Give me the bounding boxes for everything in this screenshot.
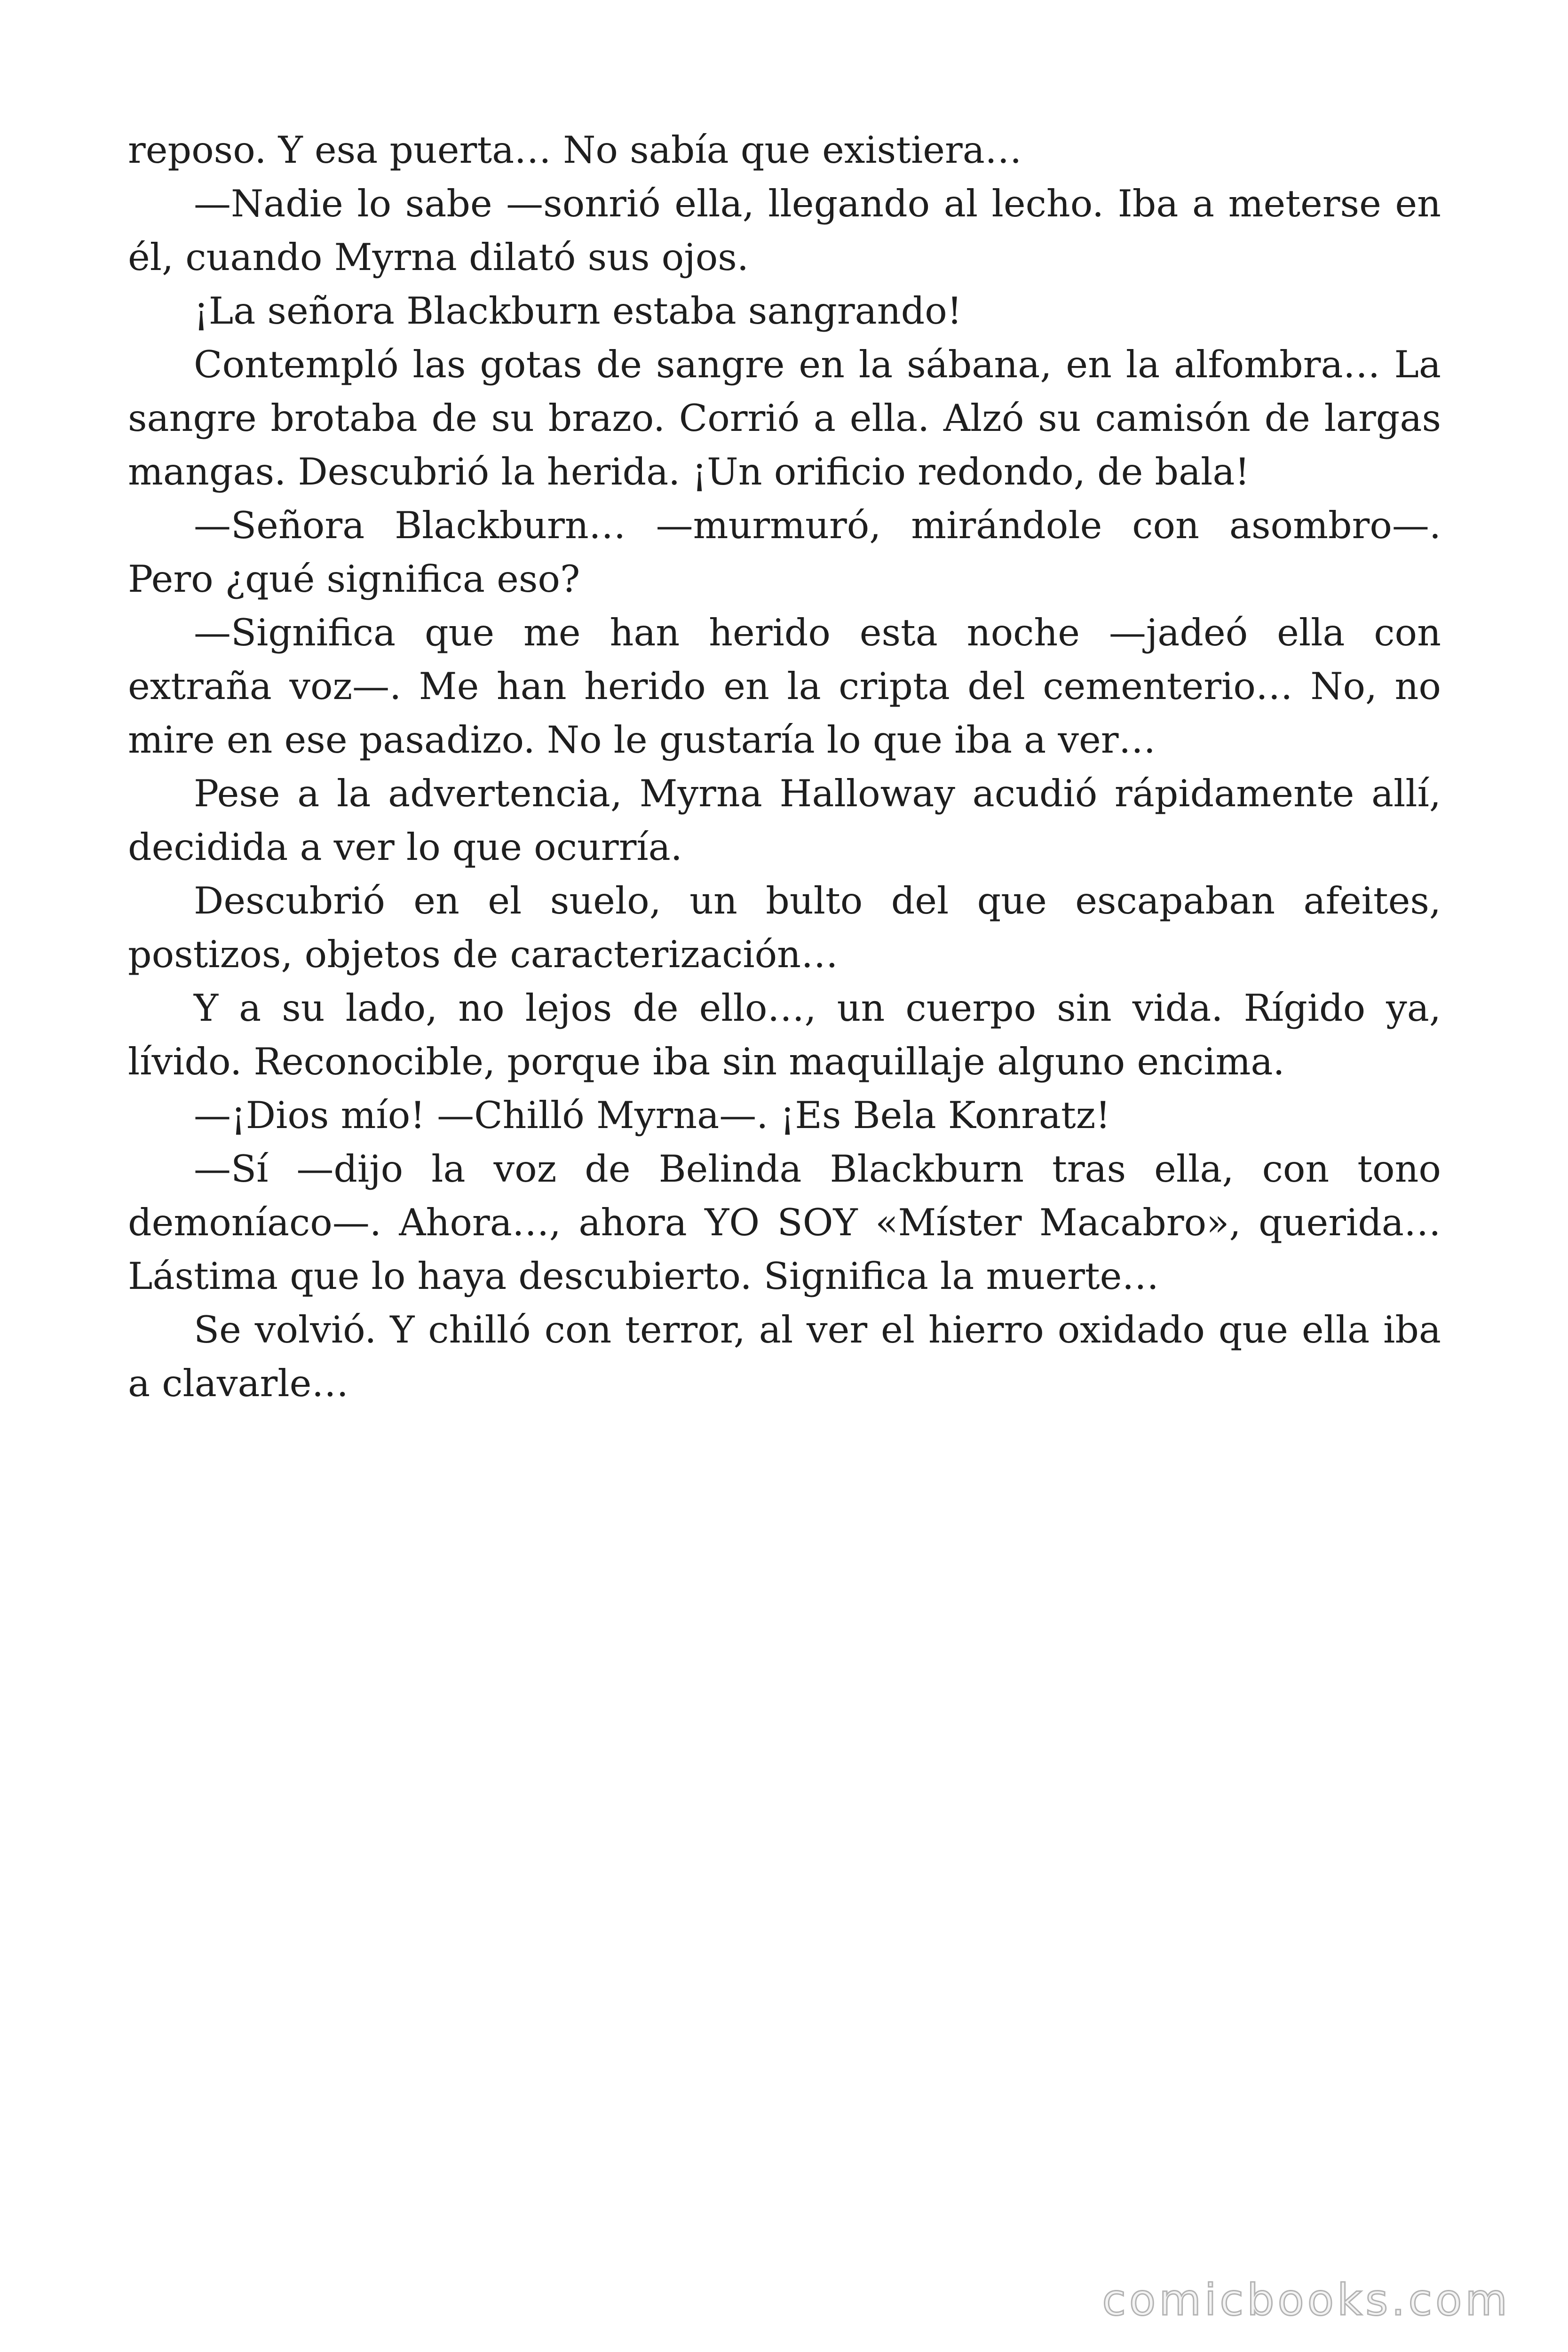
body-text [128,123,1441,1410]
paragraph-1: reposo. Y esa puerta… No sabía que existiera… [128,128,1022,172]
paragraph-11: —Sí —dijo la voz de Belinda Blackburn tras ella, con tono demoníaco—. Ahora…, ahora YO SOY «Míster Macabro», querida… Lástima que lo haya descubierto. Significa la muerte… [128,1147,1441,1298]
paragraph-5: —Señora Blackburn… —murmuró, mirándole con asombro—. Pero ¿qué significa eso? [128,504,1441,601]
paragraph-8: Descubrió en el suelo, un bulto del que escapaban afeites, postizos, objetos de caracterización… [128,879,1441,976]
paragraph-2: —Nadie lo sabe —sonrió ella, llegando al lecho. Iba a meterse en él, cuando Myrna dilató sus ojos. [128,182,1441,279]
watermark-logo: comicbooks.com [1102,2275,1511,2325]
paragraph-6: —Significa que me han herido esta noche —jadeó ella con extraña voz—. Me han herido en la cripta del cementerio… No, no mire en ese pasadizo. No le gustaría lo que iba a ver… [128,611,1441,762]
paragraph-3: ¡La señora Blackburn estaba sangrando! [194,289,962,333]
paragraph-10: —¡Dios mío! —Chilló Myrna—. ¡Es Bela Konratz! [194,1094,1111,1137]
paragraph-9: Y a su lado, no lejos de ello…, un cuerpo sin vida. Rígido ya, lívido. Reconocible, porque iba sin maquillaje alguno encima. [128,986,1441,1083]
paragraph-7: Pese a la advertencia, Myrna Halloway acudió rápidamente allí, decidida a ver lo que ocurría. [128,772,1441,869]
paragraph-12: Se volvió. Y chilló con terror, al ver el hierro oxidado que ella iba a clavarle… [128,1308,1441,1405]
paragraph-4: Contempló las gotas de sangre en la sábana, en la alfombra… La sangre brotaba de su brazo. Corrió a ella. Alzó su camisón de largas mangas. Descubrió la herida. ¡Un orificio redondo, de bala! [128,343,1441,493]
